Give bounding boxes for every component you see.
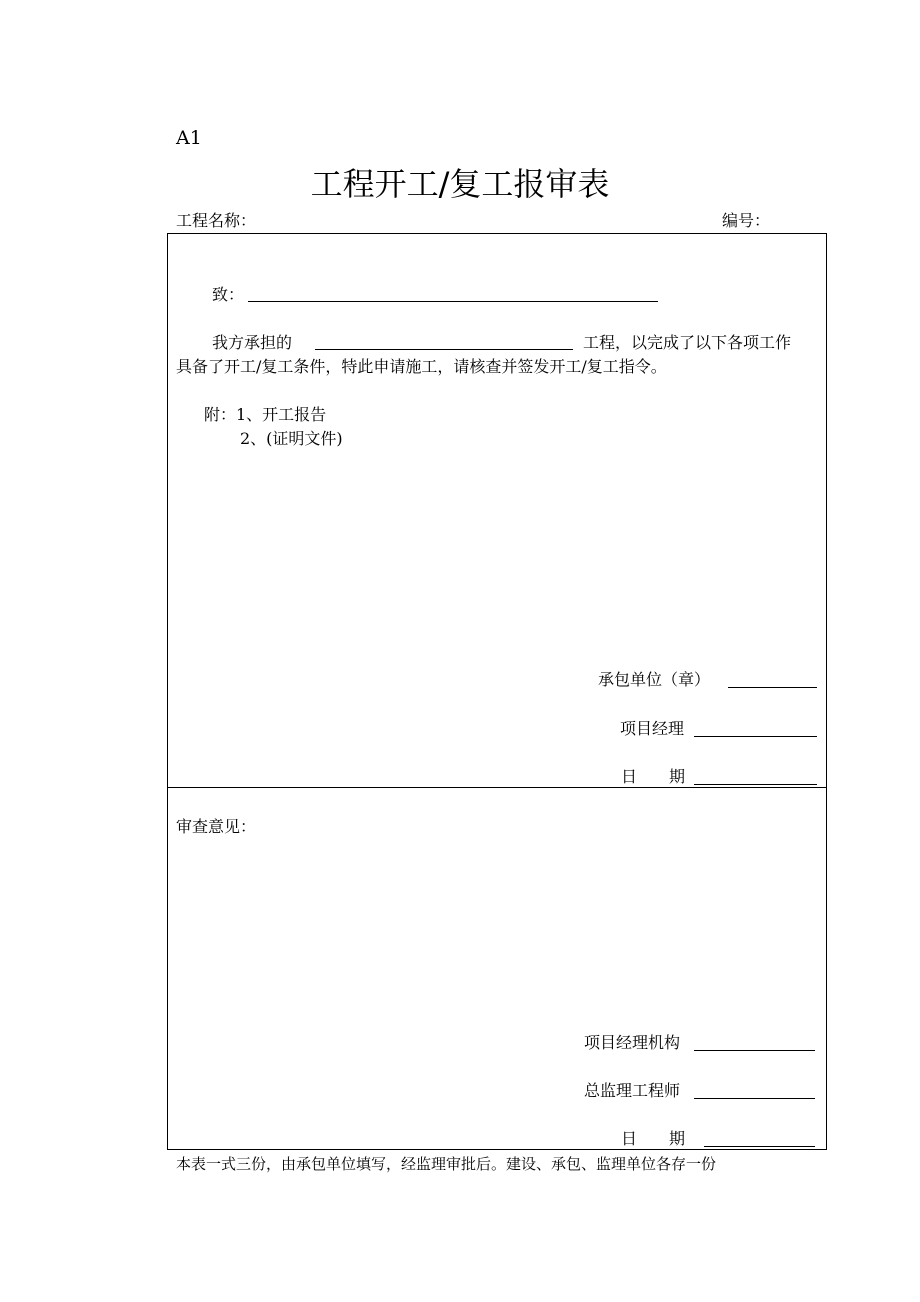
pm-org-label: 项目经理机构 [584, 1033, 681, 1052]
form-code: A1 [176, 127, 202, 149]
date-field-1[interactable] [694, 784, 817, 785]
addressee-field[interactable] [248, 301, 658, 302]
body-line2: 具备了开工/复工条件，特此申请施工，请核查并签发开工/复工指令。 [176, 357, 667, 376]
project-manager-label: 项目经理 [620, 719, 685, 738]
project-name-label: 工程名称： [176, 211, 257, 230]
addressee-label: 致： [212, 285, 245, 304]
page-title: 工程开工/复工报审表 [310, 165, 610, 203]
application-section [167, 233, 827, 788]
attachment-1: 附：1、开工报告 [204, 405, 327, 424]
project-undertaken-field[interactable] [315, 349, 573, 350]
chief-supervisor-field[interactable] [694, 1098, 815, 1099]
contractor-seal-label: 承包单位（章） [598, 670, 711, 689]
chief-supervisor-label: 总监理工程师 [584, 1081, 681, 1100]
review-opinion-label: 审查意见： [176, 817, 257, 836]
review-section [167, 787, 827, 1150]
project-manager-field[interactable] [694, 736, 817, 737]
date-label-1: 日 期 [621, 767, 686, 786]
date-label-2: 日 期 [621, 1129, 686, 1148]
body-line1-suffix: 工程，以完成了以下各项工作 [583, 333, 792, 352]
body-line1-prefix: 我方承担的 [212, 333, 293, 352]
pm-org-field[interactable] [694, 1050, 815, 1051]
footer-note: 本表一式三份，由承包单位填写，经监理审批后。建设、承包、监理单位各存一份 [176, 1155, 717, 1173]
attachment-2: 2、(证明文件) [240, 429, 343, 448]
contractor-seal-field[interactable] [728, 687, 817, 688]
serial-number-label: 编号： [722, 211, 771, 230]
date-field-2[interactable] [704, 1146, 815, 1147]
